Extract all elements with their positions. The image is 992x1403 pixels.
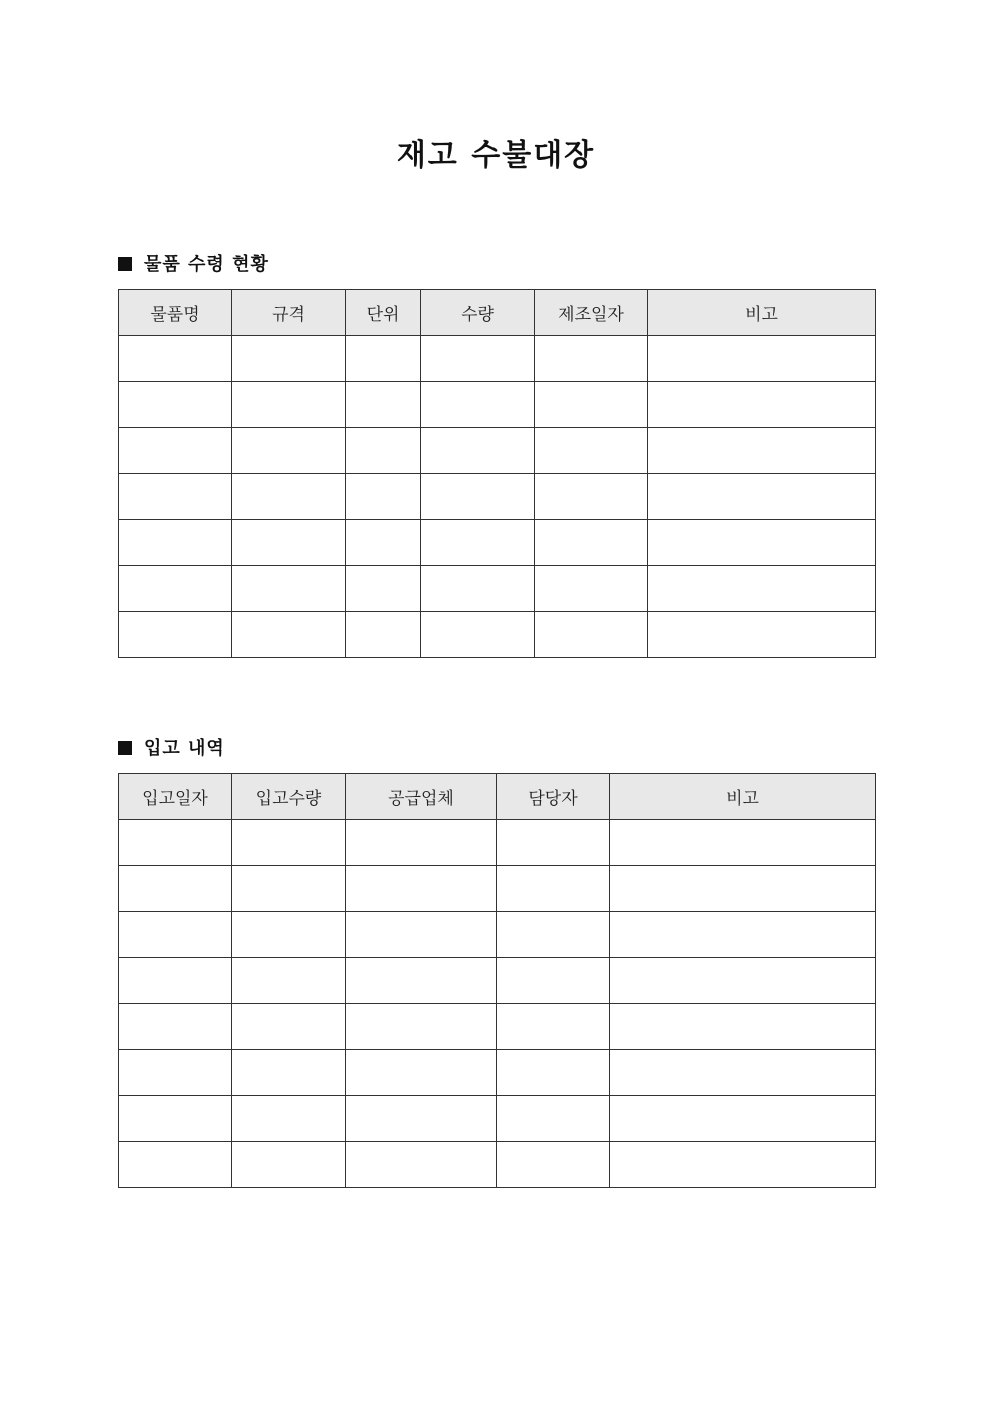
- table-cell[interactable]: [346, 1096, 497, 1142]
- table-row: [119, 820, 876, 866]
- table-row: [119, 1096, 876, 1142]
- column-header: 제조일자: [535, 290, 648, 336]
- table-cell[interactable]: [648, 382, 876, 428]
- table-cell[interactable]: [346, 1050, 497, 1096]
- table-cell[interactable]: [119, 1142, 232, 1188]
- table-cell[interactable]: [421, 382, 535, 428]
- table-cell[interactable]: [119, 336, 232, 382]
- table-row: [119, 336, 876, 382]
- table-cell[interactable]: [232, 428, 346, 474]
- table-cell[interactable]: [648, 566, 876, 612]
- table-header-row: [119, 774, 876, 820]
- column-header: 공급업체: [346, 774, 497, 820]
- column-header: 단위: [346, 290, 421, 336]
- table-cell[interactable]: [421, 428, 535, 474]
- table-cell[interactable]: [119, 612, 232, 658]
- table-cell[interactable]: [421, 474, 535, 520]
- table-cell[interactable]: [421, 612, 535, 658]
- table-cell[interactable]: [232, 474, 346, 520]
- table-cell[interactable]: [497, 958, 610, 1004]
- table-cell[interactable]: [232, 382, 346, 428]
- table-cell[interactable]: [346, 958, 497, 1004]
- table-row: [119, 474, 876, 520]
- table-cell[interactable]: [119, 1096, 232, 1142]
- table-cell[interactable]: [648, 612, 876, 658]
- table-cell[interactable]: [346, 520, 421, 566]
- table-cell[interactable]: [648, 428, 876, 474]
- table-cell[interactable]: [346, 566, 421, 612]
- table-cell[interactable]: [346, 866, 497, 912]
- table-cell[interactable]: [535, 612, 648, 658]
- table-row: [119, 1004, 876, 1050]
- table-cell[interactable]: [535, 474, 648, 520]
- column-header: 입고수량: [232, 774, 346, 820]
- table-cell[interactable]: [421, 336, 535, 382]
- table-cell[interactable]: [497, 912, 610, 958]
- table-row: [119, 428, 876, 474]
- table-cell[interactable]: [119, 474, 232, 520]
- table-cell[interactable]: [119, 520, 232, 566]
- table-cell[interactable]: [497, 820, 610, 866]
- table-cell[interactable]: [648, 336, 876, 382]
- table-cell[interactable]: [535, 428, 648, 474]
- table-row: [119, 866, 876, 912]
- column-header: 비고: [610, 774, 876, 820]
- table-row: [119, 566, 876, 612]
- table-cell[interactable]: [232, 520, 346, 566]
- table-cell[interactable]: [497, 866, 610, 912]
- table-cell[interactable]: [232, 820, 346, 866]
- table-cell[interactable]: [421, 566, 535, 612]
- table-cell[interactable]: [346, 820, 497, 866]
- table-row: [119, 520, 876, 566]
- table-cell[interactable]: [497, 1096, 610, 1142]
- table-row: [119, 912, 876, 958]
- table-cell[interactable]: [346, 382, 421, 428]
- table-cell[interactable]: [346, 912, 497, 958]
- table-cell[interactable]: [119, 382, 232, 428]
- table-row: [119, 958, 876, 1004]
- column-header: 담당자: [497, 774, 610, 820]
- table-cell[interactable]: [535, 382, 648, 428]
- column-header: 물품명: [119, 290, 232, 336]
- table-cell[interactable]: [421, 520, 535, 566]
- table-cell[interactable]: [232, 566, 346, 612]
- section-heading-label: 물품 수령 현황: [144, 254, 269, 275]
- table-row: [119, 1050, 876, 1096]
- table-cell[interactable]: [346, 612, 421, 658]
- column-header: 규격: [232, 290, 346, 336]
- table-cell[interactable]: [346, 1004, 497, 1050]
- column-header: 입고일자: [119, 774, 232, 820]
- table-cell[interactable]: [648, 520, 876, 566]
- table-cell[interactable]: [232, 1142, 346, 1188]
- table-cell[interactable]: [535, 520, 648, 566]
- table-header-row: [119, 290, 876, 336]
- table-row: [119, 382, 876, 428]
- receipt-status-table: [118, 289, 876, 658]
- table-cell[interactable]: [497, 1004, 610, 1050]
- table-cell[interactable]: [497, 1142, 610, 1188]
- section-heading-label: 입고 내역: [144, 738, 225, 759]
- table-cell[interactable]: [119, 1004, 232, 1050]
- table-cell[interactable]: [119, 428, 232, 474]
- table-cell[interactable]: [610, 820, 876, 866]
- table-cell[interactable]: [232, 958, 346, 1004]
- table-cell[interactable]: [119, 912, 232, 958]
- table-cell[interactable]: [648, 474, 876, 520]
- table-cell[interactable]: [346, 1142, 497, 1188]
- table-cell[interactable]: [610, 1004, 876, 1050]
- table-cell[interactable]: [610, 958, 876, 1004]
- table-cell[interactable]: [232, 336, 346, 382]
- table-cell[interactable]: [119, 866, 232, 912]
- table-cell[interactable]: [119, 958, 232, 1004]
- table-cell[interactable]: [119, 1050, 232, 1096]
- table-cell[interactable]: [497, 1050, 610, 1096]
- square-bullet-icon: [118, 741, 132, 755]
- section-heading-incoming-history: [118, 737, 225, 761]
- column-header: 비고: [648, 290, 876, 336]
- document-title: 재고 수불대장: [396, 138, 596, 173]
- table-cell[interactable]: [232, 612, 346, 658]
- table-cell[interactable]: [119, 820, 232, 866]
- table-cell[interactable]: [610, 912, 876, 958]
- table-cell[interactable]: [346, 474, 421, 520]
- table-cell[interactable]: [232, 1050, 346, 1096]
- column-header: 수량: [421, 290, 535, 336]
- table-cell[interactable]: [346, 336, 421, 382]
- table-cell[interactable]: [232, 866, 346, 912]
- table-cell[interactable]: [610, 866, 876, 912]
- table-cell[interactable]: [535, 566, 648, 612]
- table-cell[interactable]: [232, 1096, 346, 1142]
- incoming-history-table: [118, 773, 876, 1188]
- table-cell[interactable]: [610, 1050, 876, 1096]
- section-heading-receipt-status: [118, 253, 269, 277]
- table-cell[interactable]: [346, 428, 421, 474]
- table-cell[interactable]: [610, 1142, 876, 1188]
- table-row: [119, 612, 876, 658]
- table-cell[interactable]: [119, 566, 232, 612]
- table-cell[interactable]: [232, 912, 346, 958]
- table-row: [119, 1142, 876, 1188]
- table-cell[interactable]: [232, 1004, 346, 1050]
- table-cell[interactable]: [610, 1096, 876, 1142]
- square-bullet-icon: [118, 257, 132, 271]
- table-cell[interactable]: [535, 336, 648, 382]
